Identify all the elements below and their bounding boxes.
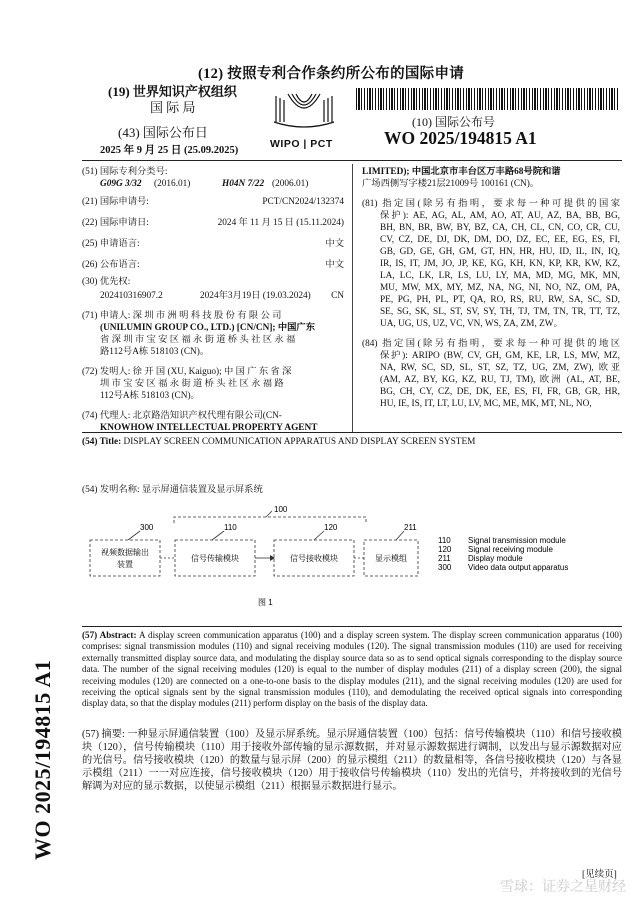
f74-line1: (74) 代理人: 北京路浩知识产权代理有限公司(CN- xyxy=(82,411,282,421)
ref-120: 120 xyxy=(324,523,338,532)
abstract-en-text: A display screen communication apparatus (100) and a display screen system. The display screen communication apparatus (100) comprises: signal transmission modules (110) and signal receiving modules (120). The signal transmission modules (110) are used for receiving externally transmitted display source data, and modulating the display source data so as to send optical signals corresponding to the display source data. The number of the signal receiving modules (120) is equal to the number of display modules (211) of a display screen (200), the signal receiving modules (120) are connected on a one-to-one basis to the display modules (211), and the signal receiving modules (120) are used for receiving the optical signals sent by the signal transmission modules (110), and demodulating the received optical signals into corresponding display data, so that the display modules (211) perform display on the basis of the display data. xyxy=(82,630,623,709)
figure-divider xyxy=(82,626,622,627)
designated-state-line: GB, GD, GE, GH, GM, GT, HN, HR, HU, ID, IL, IN, IQ, xyxy=(380,247,620,257)
abstract-cn: (57) 摘要: 一种显示屏通信装置（100）及显示屏系统。显示屏通信装置（100）包括：信号传输模块（110）和信号接收模块（120），信号传输模块（110）用于接收外部传输的显示源数据，并对显示源数据进行调制，以发出与显示源数据对应的光信号。信号接收模块（120）的数量与显示屏（200）的显示模组（211）的数量相等，各信号接收模块（120）与各显示模组（211）一一对应连接，信号接收模块（120）用于接收信号传输模块（110）发出的光信号，并将接收到的光信号解调为对应的显示数据，以使显示模组（211）根据显示数据进行显示。 xyxy=(82,729,622,792)
box1-label-2: 装置 xyxy=(117,560,133,569)
legend-number: 110 xyxy=(438,536,451,545)
column-divider xyxy=(352,164,353,432)
box2-label: 信号传输模块 xyxy=(191,554,239,563)
barcode xyxy=(356,88,620,110)
wipo-logo-text: WIPO | PCT xyxy=(270,138,333,150)
pub-number: WO 2025/194815 A1 xyxy=(384,128,537,148)
designated-state-line: PE, PG, PH, PL, PT, QA, RO, RS, RU, RW, SA, SC, SD, xyxy=(380,295,620,305)
title-label: (54) Title: xyxy=(82,437,122,447)
designated-state-line: IR, IS, IT, JM, JO, JP, KE, KG, KH, KN, KP, KR, KW, KZ, xyxy=(380,259,620,269)
abstract-en xyxy=(82,630,622,710)
regional-state-line: HU, IE, IS, IT, LT, LU, LV, MC, ME, MK, MT, NL, NO, xyxy=(380,399,592,409)
f71-line1: (71) 申请人: 深 圳 市 洲 明 科 技 股 份 有 限 公 司 xyxy=(82,311,282,321)
designated-state-line: SE, SG, SK, SL, ST, SV, SY, TH, TJ, TM, TN, TR, TT, TZ, xyxy=(380,307,620,317)
agent-cont-2: 广场西侧写字楼21层21009号 100161 (CN)。 xyxy=(362,179,540,189)
f72-line1: (72) 发明人: 徐 开 国 (XU, Kaiguo); 中 国 广 东 省 深 xyxy=(82,367,292,377)
pub-no-label: (10) 国际公布号 xyxy=(412,115,495,129)
f71-line2: (UNILUMIN GROUP CO., LTD.) [CN/CN]; 中国广东 xyxy=(100,323,316,333)
regional-state-line: (AM, AZ, BY, KG, KZ, RU, TJ, TM), 欧洲 (AL, AT, BE, xyxy=(380,375,620,385)
document-title: (12) 按照专利合作条约所公布的国际申请 xyxy=(198,66,465,82)
ref-110: 110 xyxy=(224,523,237,532)
box4-label: 显示模组 xyxy=(375,554,407,563)
f21-value: PCT/CN2024/132374 xyxy=(262,197,344,207)
ref-100: 100 xyxy=(274,505,288,514)
watermark: 雪球：证券之星财经 xyxy=(500,879,626,895)
pub-date: 2025 年 9 月 25 日 (25.09.2025) xyxy=(100,145,239,156)
title-en xyxy=(82,436,622,448)
priority-date: 2024年3月19日 (19.03.2024) xyxy=(200,291,311,301)
legend-number: 300 xyxy=(438,563,452,572)
ref-300: 300 xyxy=(140,523,154,532)
leader-300 xyxy=(128,531,140,540)
regional-state-line: BG, CH, CY, CZ, DE, DK, EE, ES, FI, FR, GB, GR, HR, xyxy=(380,387,620,397)
box-output-apparatus xyxy=(90,540,160,576)
ipc1: G09G 3/32 xyxy=(100,179,142,189)
f22-label: (22) 国际申请日: xyxy=(82,218,149,228)
f51-label: (51) 国际专利分类号: xyxy=(82,167,168,177)
leader-110 xyxy=(212,531,224,540)
f26-label: (26) 公布语言: xyxy=(82,260,140,270)
org-bureau: 国 际 局 xyxy=(150,100,196,115)
designated-state-line: MU, MW, MX, MY, MZ, NA, NG, NI, NO, NZ, OM, PA, xyxy=(380,283,620,293)
f72-line3: 112号A栋 518103 (CN)。 xyxy=(100,391,200,401)
figure-legend xyxy=(438,536,568,572)
leader-100 xyxy=(266,511,272,517)
continued-note: [见续页] xyxy=(582,870,617,880)
legend-number: 211 xyxy=(438,554,451,563)
regional-states xyxy=(362,338,620,410)
bib-divider xyxy=(82,432,622,433)
f25-label: (25) 申请语言: xyxy=(82,239,140,249)
f21-label: (21) 国际申请号: xyxy=(82,197,149,207)
bib-right xyxy=(362,166,620,410)
f71-line4: 路112号A栋 518103 (CN)。 xyxy=(100,347,210,357)
title-cn: (54) 发明名称: 显示屏通信装置及显示屏系统 xyxy=(82,485,263,495)
leader-120 xyxy=(314,531,324,540)
legend-text: Signal transmission module xyxy=(468,536,566,545)
designated-state-line: CV, CZ, DE, DJ, DK, DM, DO, DZ, EC, EE, EG, ES, FI, xyxy=(380,235,620,245)
priority-country: CN xyxy=(331,291,344,301)
header-divider xyxy=(82,160,622,161)
figure-1 xyxy=(82,505,622,620)
regional-state-line: 保护): ARIPO (BW, CV, GH, GM, KE, LR, LS, MW, MZ, xyxy=(380,351,620,361)
bib-left xyxy=(82,166,344,434)
designated-state-line: LA, LC, LK, LR, LS, LU, LY, MA, MD, MG, MK, MN, xyxy=(380,271,620,281)
f30-label: (30) 优先权: xyxy=(82,277,131,287)
designated-state-line: (81) 指定国(除另有指明，要求每一种可提供的国家 xyxy=(362,199,620,209)
legend-number: 120 xyxy=(438,545,452,554)
f26-value: 中文 xyxy=(325,260,344,270)
legend-text: Video data output apparatus xyxy=(468,563,569,572)
legend-text: Display module xyxy=(468,554,523,563)
side-pub-number: WO 2025/194815 A1 xyxy=(30,659,55,860)
regional-state-line: NA, RW, SC, SD, SL, ST, SZ, TZ, UG, ZM, ZW), 欧亚 xyxy=(380,363,620,373)
priority-no: 202410316907.2 xyxy=(100,291,163,301)
designated-state-line: UA, UG, US, UZ, VC, VN, WS, ZA, ZM, ZW。 xyxy=(380,319,563,329)
abstract-label: (57) Abstract: xyxy=(82,630,137,640)
f71-line3: 省 深 圳 市 宝 安 区 福 永 街 道 桥 头 社 区 永 福 xyxy=(100,335,296,345)
figure-caption: 图 1 xyxy=(258,598,273,607)
f25-value: 中文 xyxy=(325,239,344,249)
ipc2-date: (2006.01) xyxy=(272,179,309,189)
designated-state-line: 保护): AE, AG, AL, AM, AO, AT, AU, AZ, BA, BB, BG, xyxy=(380,211,620,221)
f72-line2: 圳 市 宝 安 区 福 永 街 道 桥 头 社 区 永 福 路 xyxy=(100,379,284,389)
title-value: DISPLAY SCREEN COMMUNICATION APPARATUS AND DISPLAY SCREEN SYSTEM xyxy=(123,437,476,447)
wipo-logo-icon xyxy=(268,92,340,138)
box1-label-1: 视频数据输出 xyxy=(101,548,149,557)
box3-label: 信号接收模块 xyxy=(290,554,338,563)
ipc1-date: (2016.01) xyxy=(154,179,191,189)
legend-text: Signal receiving module xyxy=(468,545,553,554)
f74-line2: KNOWHOW INTELLECTUAL PROPERTY AGENT xyxy=(100,423,318,433)
regional-state-line: (84) 指定国(除另有指明，要求每一种可提供的地区 xyxy=(362,339,620,349)
org-name: (19) 世界知识产权组织 xyxy=(108,84,237,99)
f22-value: 2024 年 11 月 15 日 (15.11.2024) xyxy=(217,218,344,228)
pub-date-label: (43) 国际公布日 xyxy=(118,125,208,140)
ipc2: H04N 7/22 xyxy=(222,179,265,189)
designated-states xyxy=(362,198,620,330)
ref-211: 211 xyxy=(404,523,417,532)
leader-211 xyxy=(396,531,404,540)
agent-cont-1: LIMITED); 中国北京市丰台区万丰路68号院和谐 xyxy=(362,167,561,177)
designated-state-line: BH, BN, BR, BW, BY, BZ, CA, CH, CL, CN, CO, CR, CU, xyxy=(380,223,620,233)
